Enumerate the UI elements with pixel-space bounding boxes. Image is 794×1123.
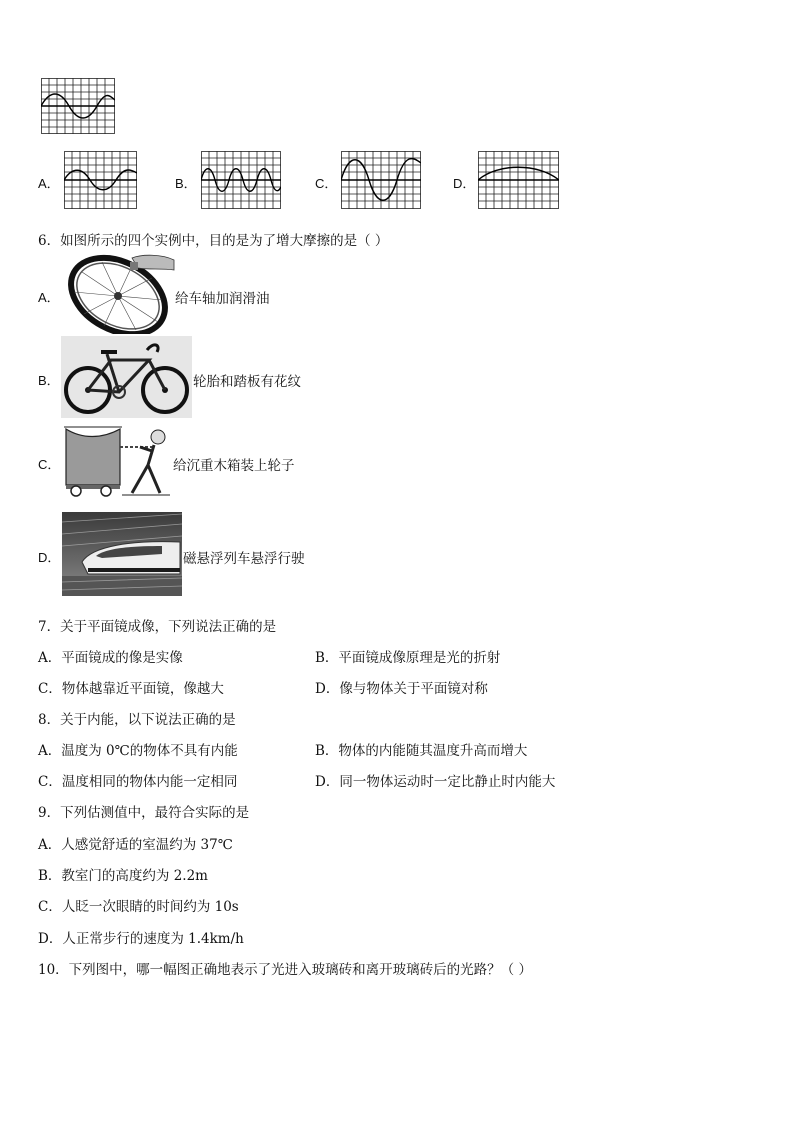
q9-stem: 9．下列估测值中，最符合实际的是 [38,805,250,821]
q9-option-b[interactable]: B．教室门的高度约为 2.2m [38,868,208,884]
bicycle-illustration [61,336,192,418]
q5-option-a-waveform[interactable] [64,151,137,209]
q7-option-a[interactable]: A．平面镜成的像是实像 [38,650,183,666]
q9-option-c[interactable]: C．人眨一次眼睛的时间约为 10s [38,899,239,915]
q7-stem: 7．关于平面镜成像，下列说法正确的是 [38,619,277,635]
q9-option-a[interactable]: A．人感觉舒适的室温约为 37℃ [38,837,233,853]
q6-option-c-label[interactable]: C． [38,457,61,472]
q5-option-d-waveform[interactable] [478,151,559,209]
q8-option-c[interactable]: C．温度相同的物体内能一定相同 [38,774,238,790]
q8-option-a[interactable]: A．温度为 0℃的物体不具有内能 [38,743,238,759]
q9-option-d[interactable]: D．人正常步行的速度为 1.4km/h [38,931,244,947]
q7-option-b[interactable]: B．平面镜成像原理是光的折射 [315,650,501,666]
q8-option-d[interactable]: D．同一物体运动时一定比静止时内能大 [315,774,556,790]
q5-option-b-waveform[interactable] [201,151,281,209]
q10-stem: 10．下列图中，哪一幅图正确地表示了光进入玻璃砖和离开玻璃砖后的光路？（ ） [38,962,532,978]
q7-option-d[interactable]: D．像与物体关于平面镜对称 [315,681,488,697]
q6-option-a-label[interactable]: A． [38,290,60,305]
q6-option-d-text: 磁悬浮列车悬浮行驶 [183,551,305,567]
q5-option-d-label[interactable]: D． [453,176,476,191]
q6-option-b-text: 轮胎和踏板有花纹 [193,374,301,390]
q6-option-b-label[interactable]: B． [38,373,60,388]
q6-option-d-label[interactable]: D． [38,550,61,565]
q6-option-a-text: 给车轴加润滑油 [175,291,270,307]
q5-option-b-label[interactable]: B． [175,176,197,191]
q5-option-c-waveform[interactable] [341,151,421,209]
q6-stem: 6．如图所示的四个实例中，目的是为了增大摩擦的是（ ） [38,233,389,249]
bicycle-wheel-illustration [62,252,176,334]
q8-stem: 8．关于内能，以下说法正确的是 [38,712,236,728]
q5-option-a-label[interactable]: A． [38,176,60,191]
pushing-crate-illustration [62,421,172,499]
reference-waveform-grid [41,78,115,134]
maglev-train-photo [62,512,182,596]
q8-option-b[interactable]: B．物体的内能随其温度升高而增大 [315,743,528,759]
q6-option-c-text: 给沉重木箱装上轮子 [173,458,295,474]
q5-option-c-label[interactable]: C． [315,176,338,191]
q7-option-c[interactable]: C．物体越靠近平面镜，像越大 [38,681,224,697]
